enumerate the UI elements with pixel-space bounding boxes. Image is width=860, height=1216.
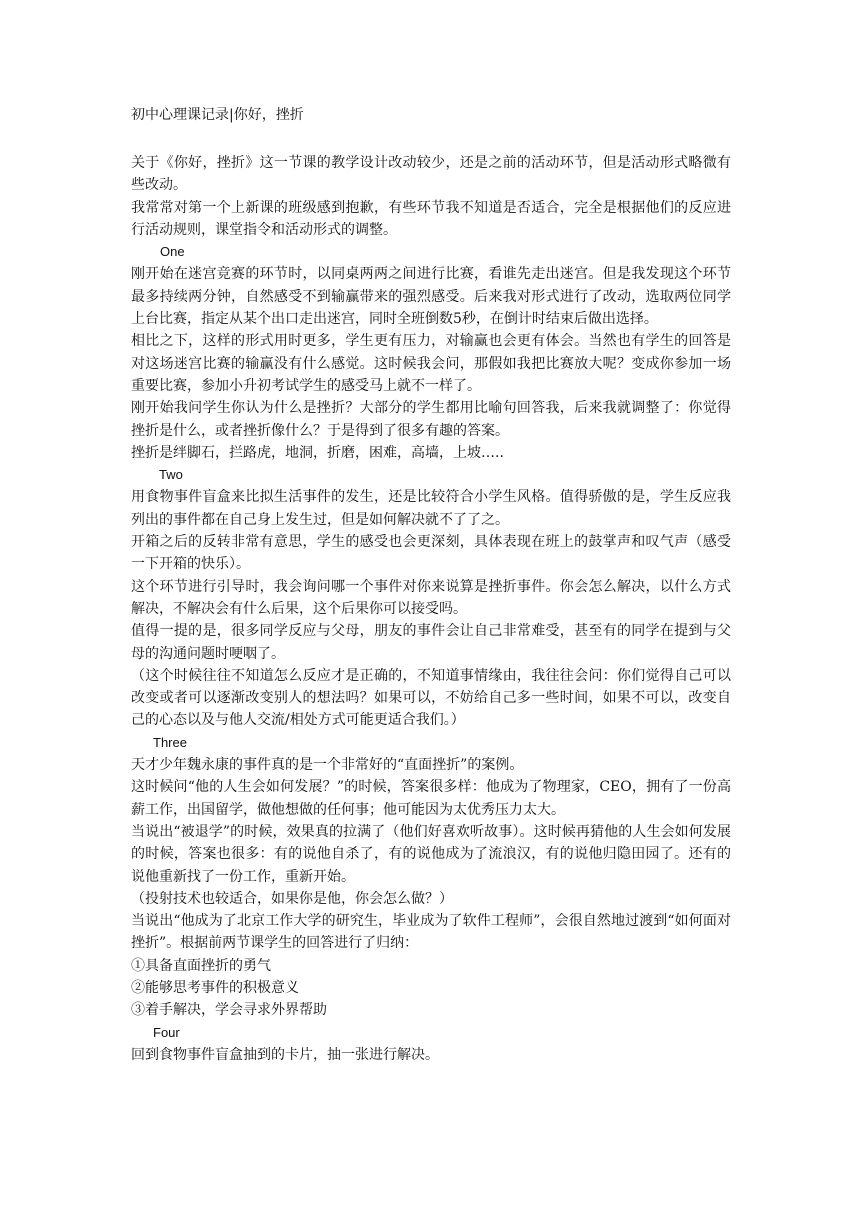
paragraph: 这个环节进行引导时，我会询问哪一个事件对你来说算是挫折事件。你会怎么解决，以什么方式解决，不解决会有什么后果，这个后果你可以接受吗。	[131, 578, 731, 617]
paragraph: 天才少年魏永康的事件真的是一个非常好的“直面挫折”的案例。	[131, 757, 524, 774]
paragraph: 刚开始在迷宫竞赛的环节时，以同桌两两之间进行比赛，看谁先走出迷宫。但是我发现这个环节最多持续两分钟，自然感受不到输赢带来的强烈感受。后来我对形式进行了改动，选取两位同学上台比赛，指定从某个出口走出迷宫，同时全班倒数5秒，在倒计时结束后做出选择。	[131, 266, 731, 328]
paragraph: 值得一提的是，很多同学反应与父母，朋友的事件会让自己非常难受，甚至有的同学在提到与父母的沟通问题时哽咽了。	[131, 623, 731, 662]
paragraph: 这时候问“他的人生会如何发展？”的时候，答案很多样：他成为了物理家，CEO，拥有了一份高薪工作，出国留学，做他想做的任何事；他可能因为太优秀压力太大。	[131, 779, 731, 818]
section-heading: Two	[159, 467, 183, 483]
section-heading: Three	[153, 734, 187, 750]
paragraph: 当说出“被退学”的时候，效果真的拉满了（他们好喜欢听故事）。这时候再猜他的人生会如何发展的时候，答案也很多：有的说他自杀了，有的说他成为了流浪汉，有的说他归隐田园了。还有的说他重新找了一份工作，重新开始。	[131, 823, 731, 885]
paragraph: 挫折是绊脚石，拦路虎，地洞，折磨，困难，高墙，上坡…..	[131, 444, 504, 461]
paragraph: 用食物事件盲盒来比拟生活事件的发生，还是比较符合小学生风格。值得骄傲的是，学生反应我列出的事件都在自己身上发生过，但是如何解决就不了了之。	[131, 489, 731, 528]
document-title: 初中心理课记录|你好，挫折	[131, 107, 304, 123]
section-four	[131, 1022, 731, 1067]
paragraph: 开箱之后的反转非常有意思，学生的感受也会更深刻，具体表现在班上的鼓掌声和叹气声（感受一下开箱的快乐）。	[131, 534, 731, 573]
paragraph: 相比之下，这样的形式用时更多，学生更有压力，对输赢也会更有体会。当然也有学生的回答是对这场迷宫比赛的输赢没有什么感觉。这时候我会问，那假如我把比赛放大呢？变成你参加一场重要比赛，参加小升初考试学生的感受马上就不一样了。	[131, 333, 731, 394]
list-item: ①具备直面挫折的勇气	[131, 957, 271, 974]
section-three	[131, 732, 731, 1022]
list-item: ②能够思考事件的积极意义	[131, 979, 299, 996]
paragraph: 我常常对第一个上新课的班级感到抱歉，有些环节我不知道是否适合，完全是根据他们的反应进行活动规则，课堂指令和活动形式的调整。	[131, 199, 731, 238]
list-item: ③着手解决，学会寻求外界帮助	[131, 1002, 327, 1019]
document-page	[131, 104, 731, 1066]
paragraph: （投射技术也较适合，如果你是他，你会怎么做？）	[131, 890, 453, 907]
paragraph: 当说出“他成为了北京工作大学的研究生，毕业成为了软件工程师”，会很自然地过渡到“如何面对挫折”。根据前两节课学生的回答进行了归纳：	[131, 913, 731, 952]
section-heading: Four	[153, 1024, 180, 1040]
intro-section	[131, 152, 731, 241]
paragraph: 关于《你好，挫折》这一节课的教学设计改动较少，还是之前的活动环节，但是活动形式略微有些改动。	[131, 155, 731, 194]
paragraph: 刚开始我问学生你认为什么是挫折？大部分的学生都用比喻句回答我，后来我就调整了：你觉得挫折是什么，或者挫折像什么？于是得到了很多有趣的答案。	[131, 400, 731, 439]
section-heading: One	[160, 244, 185, 260]
section-one	[131, 241, 731, 464]
paragraph: 回到食物事件盲盒抽到的卡片，抽一张进行解决。	[131, 1046, 439, 1063]
paragraph: （这个时候往往不知道怎么反应才是正确的，不知道事情缘由，我往往会问：你们觉得自己可以改变或者可以逐渐改变别人的想法吗？如果可以，不妨给自己多一些时间，如果不可以，改变自己的心态以及与他人交流/相处方式可能更适合我们。）	[131, 667, 731, 729]
section-two	[131, 464, 731, 732]
